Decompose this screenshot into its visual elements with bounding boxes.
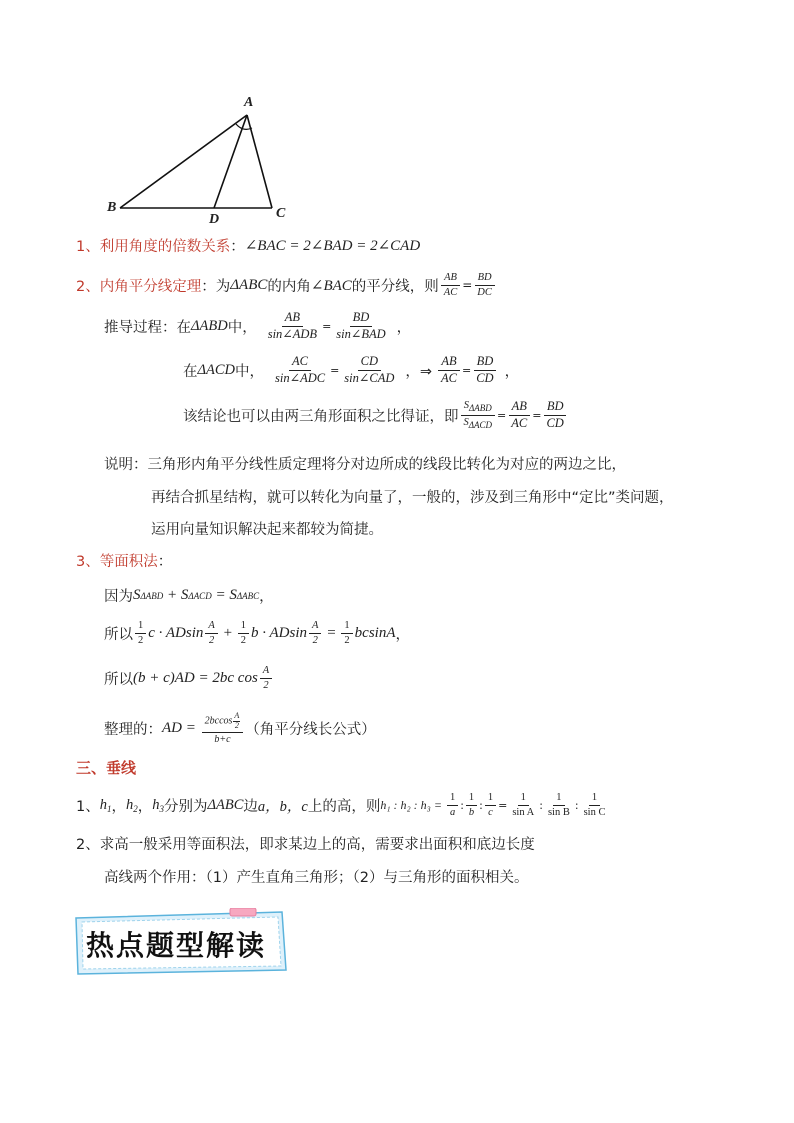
- item2-text-a: ：为: [201, 278, 231, 295]
- deriv3-frac3-num: BD: [544, 400, 567, 416]
- deriv2-comma: ，: [504, 363, 520, 380]
- perp1-fc-num: 1: [485, 792, 496, 806]
- deriv3-frac-s-den: [461, 416, 496, 431]
- item3-l4-ad: AD =: [162, 719, 200, 736]
- item3-l3-formula: (b + c)AD = 2bc cos: [133, 669, 258, 686]
- item2-text-b: 的内角: [267, 278, 311, 295]
- perp2-line2: 高线两个作用：（1）产生直角三角形；（2）与三角形的面积相关。: [104, 870, 529, 886]
- perp1-h3-h: h: [152, 796, 160, 813]
- deriv3-eq1: =: [497, 408, 507, 422]
- item2-label: 2、内角平分线定理: [76, 278, 202, 295]
- deriv2-eq2: =: [462, 363, 472, 377]
- deriv2-eq1: =: [330, 363, 340, 377]
- perp1-h2-sub: 2: [133, 803, 138, 814]
- deriv2-frac2-den: sin∠CAD: [344, 370, 395, 385]
- deriv2-frac3-den: AC: [441, 370, 457, 385]
- perp1-fc: [485, 792, 496, 818]
- item3-l2-afrac2-num: A: [309, 620, 321, 634]
- vertex-d: D: [209, 212, 220, 227]
- item3-l1-end: ，: [259, 589, 274, 605]
- item2-frac1-den: AC: [443, 286, 458, 298]
- perp1-c4: :: [574, 798, 579, 812]
- deriv-comma1: ，: [396, 319, 412, 336]
- item3-l2-half2-num: 1: [238, 620, 249, 634]
- deriv3-s1-sub: ΔABD: [469, 403, 492, 413]
- perp1-h1-h: h: [99, 796, 107, 813]
- item3-l1-sub1: ΔABD: [140, 590, 164, 601]
- item2-frac1: [441, 272, 460, 298]
- deriv-in: 中，: [227, 319, 257, 336]
- deriv-frac1: [265, 311, 320, 342]
- item3-l2-half3-num: 1: [341, 620, 352, 634]
- note-line1: 说明：三角形内角平分线性质定理将分对边所成的线段比转化为对应的两边之比，: [104, 457, 626, 473]
- perp1-h2: [126, 797, 138, 814]
- item3-l4: [104, 712, 376, 745]
- deriv-frac2-den: sin∠BAD: [336, 326, 386, 341]
- perp1-fa: [447, 792, 458, 818]
- perp1-fa-num: 1: [447, 792, 458, 806]
- item3-l1: [104, 585, 274, 606]
- deriv-tri-abd: ΔABD: [191, 317, 228, 334]
- deriv3-frac-s-num: [461, 400, 495, 416]
- item2-ang: ∠BAC: [310, 277, 352, 294]
- item3-l2-eq: =: [323, 624, 340, 641]
- perp1-c2: :: [479, 798, 483, 812]
- deriv3-eq2: =: [532, 408, 542, 422]
- item2-frac2-num: BD: [475, 272, 495, 286]
- deriv3-frac3: [543, 400, 566, 431]
- perp1-fsc-num: 1: [589, 792, 600, 806]
- item3-l4-inner: [233, 712, 240, 731]
- perp1-fsa: [509, 792, 537, 818]
- item3-l3-afrac-den: 2: [263, 679, 269, 691]
- item3-l1-sub2: ΔACD: [188, 590, 212, 601]
- perp1-edge: 边: [243, 798, 258, 815]
- perp1-high: 上的高，则: [307, 798, 381, 815]
- deriv2-in: 在: [183, 363, 198, 380]
- deriv2-frac1: [272, 355, 328, 386]
- deriv3-s2-sub: ΔACD: [468, 419, 493, 430]
- item2-frac1-num: AB: [441, 272, 460, 286]
- perp1-fb-num: 1: [466, 792, 477, 806]
- hot-topics-banner: [72, 908, 290, 978]
- item2-line: [76, 272, 497, 298]
- item2-text-c: 的平分线，则: [351, 278, 439, 295]
- note-line3: 运用向量知识解决起来都较为简捷。: [151, 522, 383, 538]
- item2-frac2-den: DC: [477, 286, 492, 298]
- perp2-line1: 2、求高一般采用等面积法，即求某边上的高，需要求出面积和底边长度: [76, 837, 535, 853]
- perp1-fb: [466, 792, 477, 818]
- deriv-frac1-den: sin∠ADB: [267, 326, 318, 341]
- item3-l4-inner-num: A: [234, 711, 240, 720]
- item3-l1-s: S: [133, 587, 141, 603]
- perp1-tri: ΔABC: [207, 796, 244, 813]
- deriv2-frac3: [438, 355, 460, 386]
- item3-l4-inner-den: 2: [234, 720, 239, 730]
- item3-l2-pre: 所以: [104, 626, 133, 643]
- item3-l4-frac: [202, 712, 244, 745]
- item3-l1-pre: 因为: [104, 589, 133, 605]
- perp1-pre: 1、: [76, 798, 100, 815]
- deriv3-frac2-num: AB: [509, 400, 530, 416]
- item3-line: [76, 550, 172, 571]
- item3-l4-post: （角平分线长公式）: [245, 721, 376, 738]
- item3-l2-afrac2-den: 2: [312, 634, 318, 646]
- section3-title: 三、垂线: [76, 759, 137, 777]
- item3-label: 3、等面积法: [76, 554, 158, 570]
- item3-l2-half2-den: 2: [240, 634, 247, 646]
- perp1-eq: =: [498, 798, 508, 812]
- perp1-fsa-num: 1: [518, 792, 529, 806]
- perp1-fsa-den: sin A: [512, 806, 535, 818]
- perp1-c3: :: [539, 798, 543, 812]
- item3-l2-c: b · ADsin: [251, 624, 308, 641]
- deriv-label: 推导过程：在: [104, 319, 191, 336]
- deriv-line3: [183, 400, 569, 431]
- item3-l2-half3: [341, 620, 352, 646]
- deriv-line1: [104, 311, 411, 342]
- deriv-tri-acd: ΔACD: [197, 361, 236, 378]
- note-line2: 再结合抓星结构，就可以转化为向量了，一般的，涉及到三角形中“定比”类问题，: [151, 490, 674, 506]
- perp1-fa-den: a: [449, 806, 456, 818]
- perp1-h3: [152, 797, 164, 814]
- item1-colon: ：: [230, 239, 245, 255]
- banner-text: 热点题型解读: [86, 929, 267, 962]
- perp1-vars: a，b，c: [257, 798, 308, 815]
- deriv3-frac-s: [461, 400, 496, 431]
- item3-l2-half3-den: 2: [344, 634, 350, 646]
- item3-l3-pre: 所以: [104, 671, 133, 688]
- perp1-h2-h: h: [125, 796, 134, 813]
- deriv2-frac3-num: AB: [438, 355, 459, 371]
- item3-l1-plus: + S: [163, 587, 189, 603]
- vertex-b: B: [107, 200, 117, 215]
- item3-l4-frac-den: b+c: [214, 733, 231, 745]
- perp1-line: [76, 792, 610, 818]
- item1-line: [76, 235, 420, 256]
- perp1-text: 分别为: [163, 798, 208, 815]
- deriv2-frac4-num: BD: [474, 355, 497, 371]
- deriv2-frac4-den: CD: [476, 370, 494, 385]
- item3-l4-frac-num: [202, 712, 244, 733]
- perp1-fsb-den: sin B: [547, 806, 570, 818]
- perp1-ratio: h₁ : h₂ : h₃ =: [380, 797, 442, 812]
- deriv-frac1-num: AB: [282, 311, 303, 327]
- deriv2-frac4: [473, 355, 496, 386]
- deriv2-frac1-num: AC: [289, 355, 311, 371]
- item3-l3-afrac: [260, 665, 272, 691]
- deriv2-implies: ，⇒: [405, 363, 433, 380]
- item2-tri: ΔABC: [230, 276, 268, 293]
- item3-l4-num: 2bccos: [204, 715, 233, 727]
- item3-l2-half1-num: 1: [135, 620, 146, 634]
- item3-l4-pre: 整理的：: [104, 721, 162, 738]
- vertex-a: A: [244, 95, 254, 110]
- deriv2-frac1-den: sin∠ADC: [275, 370, 326, 385]
- item2-eq: =: [462, 278, 473, 293]
- perp1-h3-sub: 3: [159, 803, 164, 814]
- perp1-sep2: ，: [137, 798, 153, 815]
- deriv3-text: 该结论也可以由两三角形面积之比得证，即: [183, 408, 459, 425]
- deriv-frac2: [333, 311, 388, 342]
- perp1-sep1: ，: [111, 798, 126, 815]
- perp1-h1-sub: 1: [106, 803, 112, 814]
- item3-l1-sub3: ΔABC: [236, 590, 260, 601]
- deriv3-frac3-den: CD: [546, 415, 564, 430]
- deriv-eq1: =: [322, 319, 332, 333]
- item3-colon: ：: [157, 554, 173, 570]
- perp1-fb-den: b: [468, 806, 475, 818]
- item2-frac2: [474, 272, 495, 298]
- deriv3-frac2-den: AC: [511, 415, 528, 430]
- item3-l1-eq: = S: [211, 587, 237, 603]
- item1-formula: ∠BAC = 2∠BAD = 2∠CAD: [244, 238, 421, 254]
- deriv3-s1: S: [463, 400, 469, 411]
- vertex-c: C: [276, 206, 286, 221]
- item3-l2: [104, 620, 410, 646]
- item3-l2-half1: [135, 620, 146, 646]
- deriv-line2: [183, 355, 519, 386]
- perp1-h1: [100, 797, 112, 814]
- deriv2-frac2-num: CD: [358, 355, 381, 371]
- item3-l2-afrac1: [205, 620, 217, 646]
- deriv2-mid: 中，: [235, 363, 265, 380]
- item3-l3-afrac-num: A: [260, 665, 272, 679]
- item3-l2-a: c · ADsin: [148, 624, 204, 641]
- perp1-c1: :: [460, 798, 464, 812]
- item3-l3: [104, 665, 274, 691]
- deriv-frac2-num: BD: [350, 311, 373, 327]
- item1-label: 1、利用角度的倍数关系: [76, 239, 231, 255]
- item3-l2-plus: +: [219, 624, 236, 641]
- perp1-fsc-den: sin C: [583, 806, 606, 818]
- perp1-fc-den: c: [488, 806, 493, 818]
- item3-l2-afrac1-den: 2: [208, 634, 215, 646]
- perp1-fsb-num: 1: [553, 792, 564, 806]
- deriv3-frac2: [508, 400, 530, 431]
- perp1-fsb: [545, 792, 573, 818]
- item3-l2-e: bcsinA: [354, 624, 396, 641]
- item3-l2-half1-den: 2: [138, 634, 144, 646]
- triangle-figure: [100, 92, 300, 227]
- item3-l2-half2: [238, 620, 249, 646]
- item3-l2-afrac1-num: A: [205, 620, 217, 634]
- deriv2-frac2: [341, 355, 397, 386]
- deriv3-s2: S: [463, 416, 469, 428]
- item3-l2-end: ，: [395, 626, 410, 643]
- perp1-fsc: [581, 792, 609, 818]
- item3-l2-afrac2: [309, 620, 321, 646]
